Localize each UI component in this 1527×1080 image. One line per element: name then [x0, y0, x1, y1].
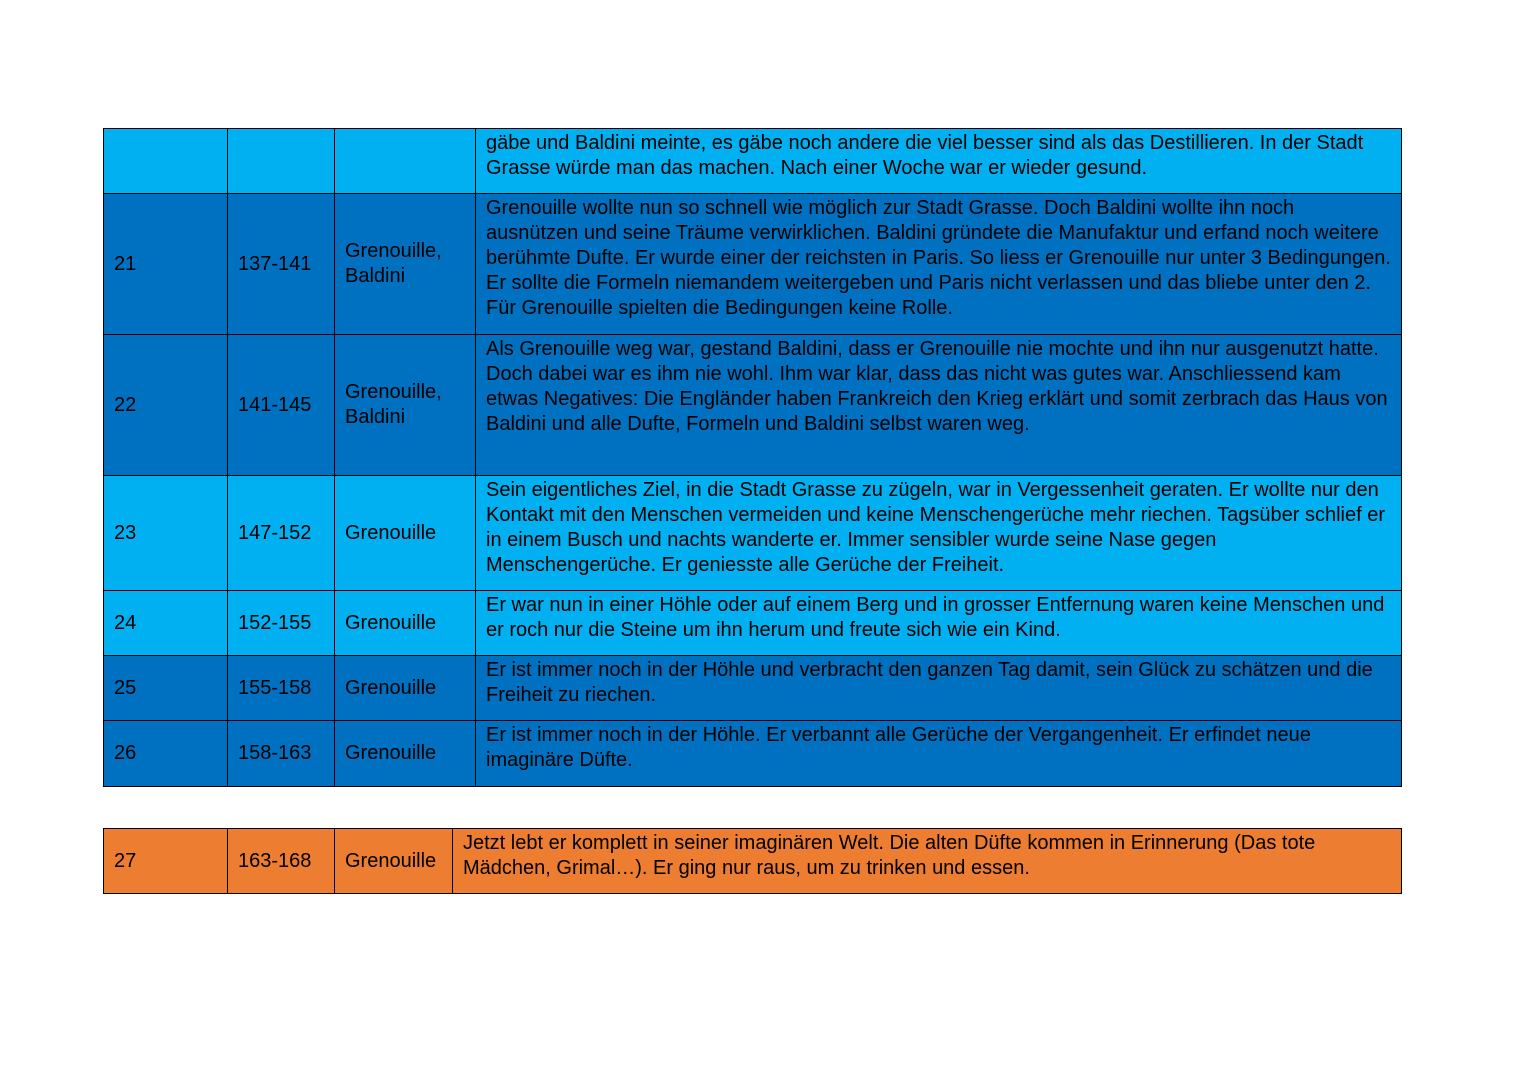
chapter-cell: 21 [104, 194, 228, 335]
chapter-cell [104, 129, 228, 194]
pages-cell: 137-141 [228, 194, 335, 335]
table-row [104, 721, 1402, 787]
summary-table [103, 128, 1402, 787]
chapter-cell: 27 [104, 829, 228, 894]
characters-cell: Grenouille [335, 656, 476, 721]
characters-cell: Grenouille [335, 829, 453, 894]
pages-cell: 152-155 [228, 591, 335, 656]
table-row [104, 129, 1402, 194]
pages-cell: 155-158 [228, 656, 335, 721]
summary-cell: Er ist immer noch in der Höhle. Er verbannt alle Gerüche der Vergangenheit. Er erfindet neue imaginäre Düfte. [476, 721, 1402, 787]
chapter-cell: 26 [104, 721, 228, 787]
summary-cell: gäbe und Baldini meinte, es gäbe noch andere die viel besser sind als das Destillieren. In der Stadt Grasse würde man das machen. Nach einer Woche war er wieder gesund. [476, 129, 1402, 194]
characters-cell: Grenouille [335, 721, 476, 787]
pages-cell: 147-152 [228, 476, 335, 591]
summary-table-orange [103, 828, 1402, 894]
table-row [104, 194, 1402, 335]
summary-cell: Grenouille wollte nun so schnell wie möglich zur Stadt Grasse. Doch Baldini wollte ihn noch ausnützen und seine Träume verwirklichen. Baldini gründete die Manufaktur und erfand noch weitere berühmte Dufte. Er wurde einer der reichsten in Paris. So liess er Grenouille nur unter 3 Bedingungen. Er sollte die Formeln niemandem weitergeben und Paris nicht verlassen und das bliebe unter den 2. Für Grenouille spielten die Bedingungen keine Rolle. [476, 194, 1402, 335]
characters-cell: Grenouille, Baldini [335, 335, 476, 476]
summary-cell: Als Grenouille weg war, gestand Baldini, dass er Grenouille nie mochte und ihn nur ausgenutzt hatte. Doch dabei war es ihm nie wohl. Ihm war klar, dass das nicht was gutes war. Anschliessend kam etwas Negatives: Die Engländer haben Frankreich den Krieg erklärt und somit zerbrach das Haus von Baldini und alle Dufte, Formeln und Baldini selbst waren weg. [476, 335, 1402, 476]
table-row [104, 335, 1402, 476]
summary-cell: Jetzt lebt er komplett in seiner imaginären Welt. Die alten Düfte kommen in Erinnerung (Das tote Mädchen, Grimal…). Er ging nur raus, um zu trinken und essen. [453, 829, 1402, 894]
chapter-cell: 22 [104, 335, 228, 476]
pages-cell: 158-163 [228, 721, 335, 787]
chapter-cell: 24 [104, 591, 228, 656]
summary-cell: Er war nun in einer Höhle oder auf einem Berg und in grosser Entfernung waren keine Menschen und er roch nur die Steine um ihn herum und freute sich wie ein Kind. [476, 591, 1402, 656]
table-row [104, 591, 1402, 656]
pages-cell: 163-168 [228, 829, 335, 894]
characters-cell: Grenouille [335, 476, 476, 591]
summary-cell: Sein eigentliches Ziel, in die Stadt Grasse zu zügeln, war in Vergessenheit geraten. Er wollte nur den Kontakt mit den Menschen vermeiden und keine Menschengerüche mehr riechen. Tagsüber schlief er in einem Busch und nachts wanderte er. Immer sensibler wurde seine Nase gegen Menschengerüche. Er geniesste alle Gerüche der Freiheit. [476, 476, 1402, 591]
table-row [104, 476, 1402, 591]
pages-cell: 141-145 [228, 335, 335, 476]
pages-cell [228, 129, 335, 194]
chapter-cell: 23 [104, 476, 228, 591]
characters-cell: Grenouille, Baldini [335, 194, 476, 335]
table-row [104, 656, 1402, 721]
characters-cell: Grenouille [335, 591, 476, 656]
characters-cell [335, 129, 476, 194]
chapter-cell: 25 [104, 656, 228, 721]
table-row [104, 829, 1402, 894]
summary-cell: Er ist immer noch in der Höhle und verbracht den ganzen Tag damit, sein Glück zu schätzen und die Freiheit zu riechen. [476, 656, 1402, 721]
